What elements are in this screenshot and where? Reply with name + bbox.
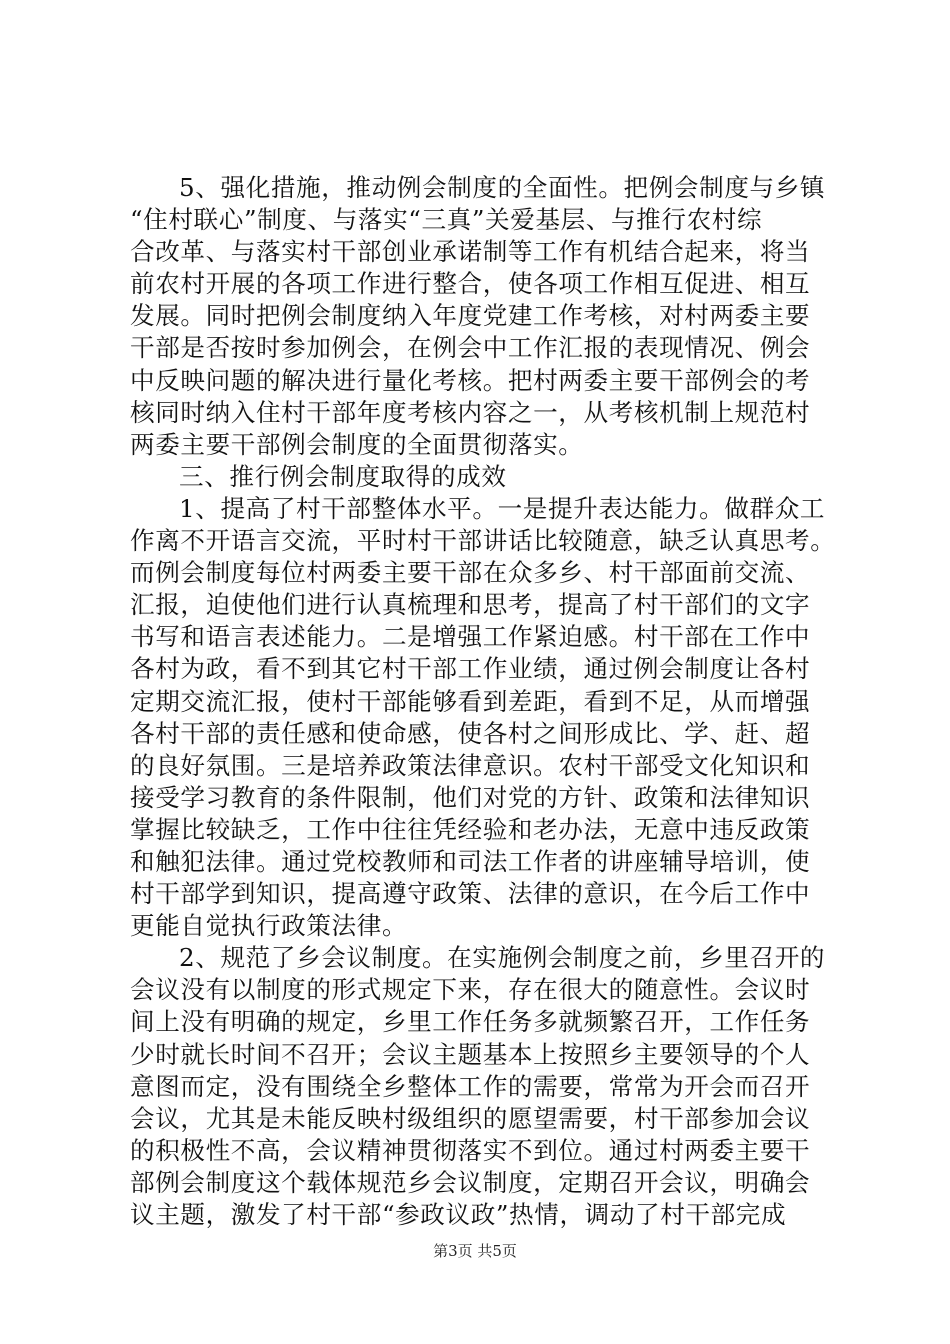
- text-line: 2、规范了乡会议制度。在实施例会制度之前，乡里召开的: [179, 943, 826, 973]
- text-line: 少时就长时间不召开；会议主题基本上按照乡主要领导的个人: [130, 1039, 811, 1069]
- text-line: 两委主要干部例会制度的全面贯彻落实。: [130, 429, 584, 459]
- text-line: 5、强化措施，推动例会制度的全面性。把例会制度与乡镇: [179, 173, 826, 202]
- text-line: 1、提高了村干部整体水平。一是提升表达能力。做群众工: [179, 493, 826, 523]
- text-line: 中反映问题的解决进行量化考核。把村两委主要干部例会的考: [130, 365, 811, 395]
- text-line: 书写和语言表述能力。二是增强工作紧迫感。村干部在工作中: [130, 622, 811, 652]
- text-line: 村干部学到知识，提高遵守政策、法律的意识，在今后工作中: [130, 879, 811, 909]
- text-line: 议主题，激发了村干部“参政议政”热情，调动了村干部完成: [130, 1200, 787, 1229]
- text-line: 的积极性不高，会议精神贯彻落实不到位。通过村两委主要干: [130, 1135, 811, 1165]
- text-line: 干部是否按时参加例会，在例会中工作汇报的表现情况、例会: [130, 333, 811, 363]
- text-line: 会议，尤其是未能反映村级组织的愿望需要，村干部参加会议: [130, 1103, 811, 1133]
- text-line: 的良好氛围。三是培养政策法律意识。农村干部受文化知识和: [130, 750, 811, 780]
- text-line: 各村为政，看不到其它村干部工作业绩，通过例会制度让各村: [130, 654, 811, 684]
- page-footer: 第3页 共5页: [433, 1242, 517, 1260]
- text-line: 发展。同时把例会制度纳入年度党建工作考核，对村两委主要: [130, 301, 811, 331]
- text-line: 会议没有以制度的形式规定下来，存在很大的随意性。会议时: [130, 975, 811, 1005]
- text-line: 各村干部的责任感和使命感，使各村之间形成比、学、赶、超: [130, 718, 811, 748]
- text-line: 三、推行例会制度取得的成效: [179, 461, 507, 491]
- text-line: 和触犯法律。通过党校教师和司法工作者的讲座辅导培训，使: [130, 846, 811, 876]
- text-line: 核同时纳入住村干部年度考核内容之一，从考核机制上规范村: [130, 397, 811, 427]
- text-line: 前农村开展的各项工作进行整合，使各项工作相互促进、相互: [130, 269, 811, 299]
- text-line: 接受学习教育的条件限制，他们对党的方针、政策和法律知识: [130, 782, 811, 812]
- text-line: “住村联心”制度、与落实“三真”关爱基层、与推行农村综: [130, 205, 763, 235]
- text-line: 部例会制度这个载体规范乡会议制度，定期召开会议，明确会: [130, 1167, 811, 1197]
- text-line: 掌握比较缺乏，工作中往往凭经验和老办法，无意中违反政策: [130, 814, 811, 844]
- text-line: 汇报，迫使他们进行认真梳理和思考，提高了村干部们的文字: [130, 590, 811, 620]
- text-line: 合改革、与落实村干部创业承诺制等工作有机结合起来，将当: [130, 237, 811, 267]
- text-line: 而例会制度每位村两委主要干部在众多乡、村干部面前交流、: [130, 558, 811, 588]
- body-text: [130, 172, 836, 1231]
- text-line: 间上没有明确的规定，乡里工作任务多就频繁召开，工作任务: [130, 1007, 811, 1037]
- text-line: 更能自觉执行政策法律。: [130, 911, 408, 941]
- text-line: 定期交流汇报，使村干部能够看到差距，看到不足，从而增强: [130, 686, 811, 716]
- text-line: 作离不开语言交流，平时村干部讲话比较随意，缺乏认真思考。: [130, 526, 836, 556]
- text-line: 意图而定，没有围绕全乡整体工作的需要，常常为开会而召开: [130, 1071, 811, 1101]
